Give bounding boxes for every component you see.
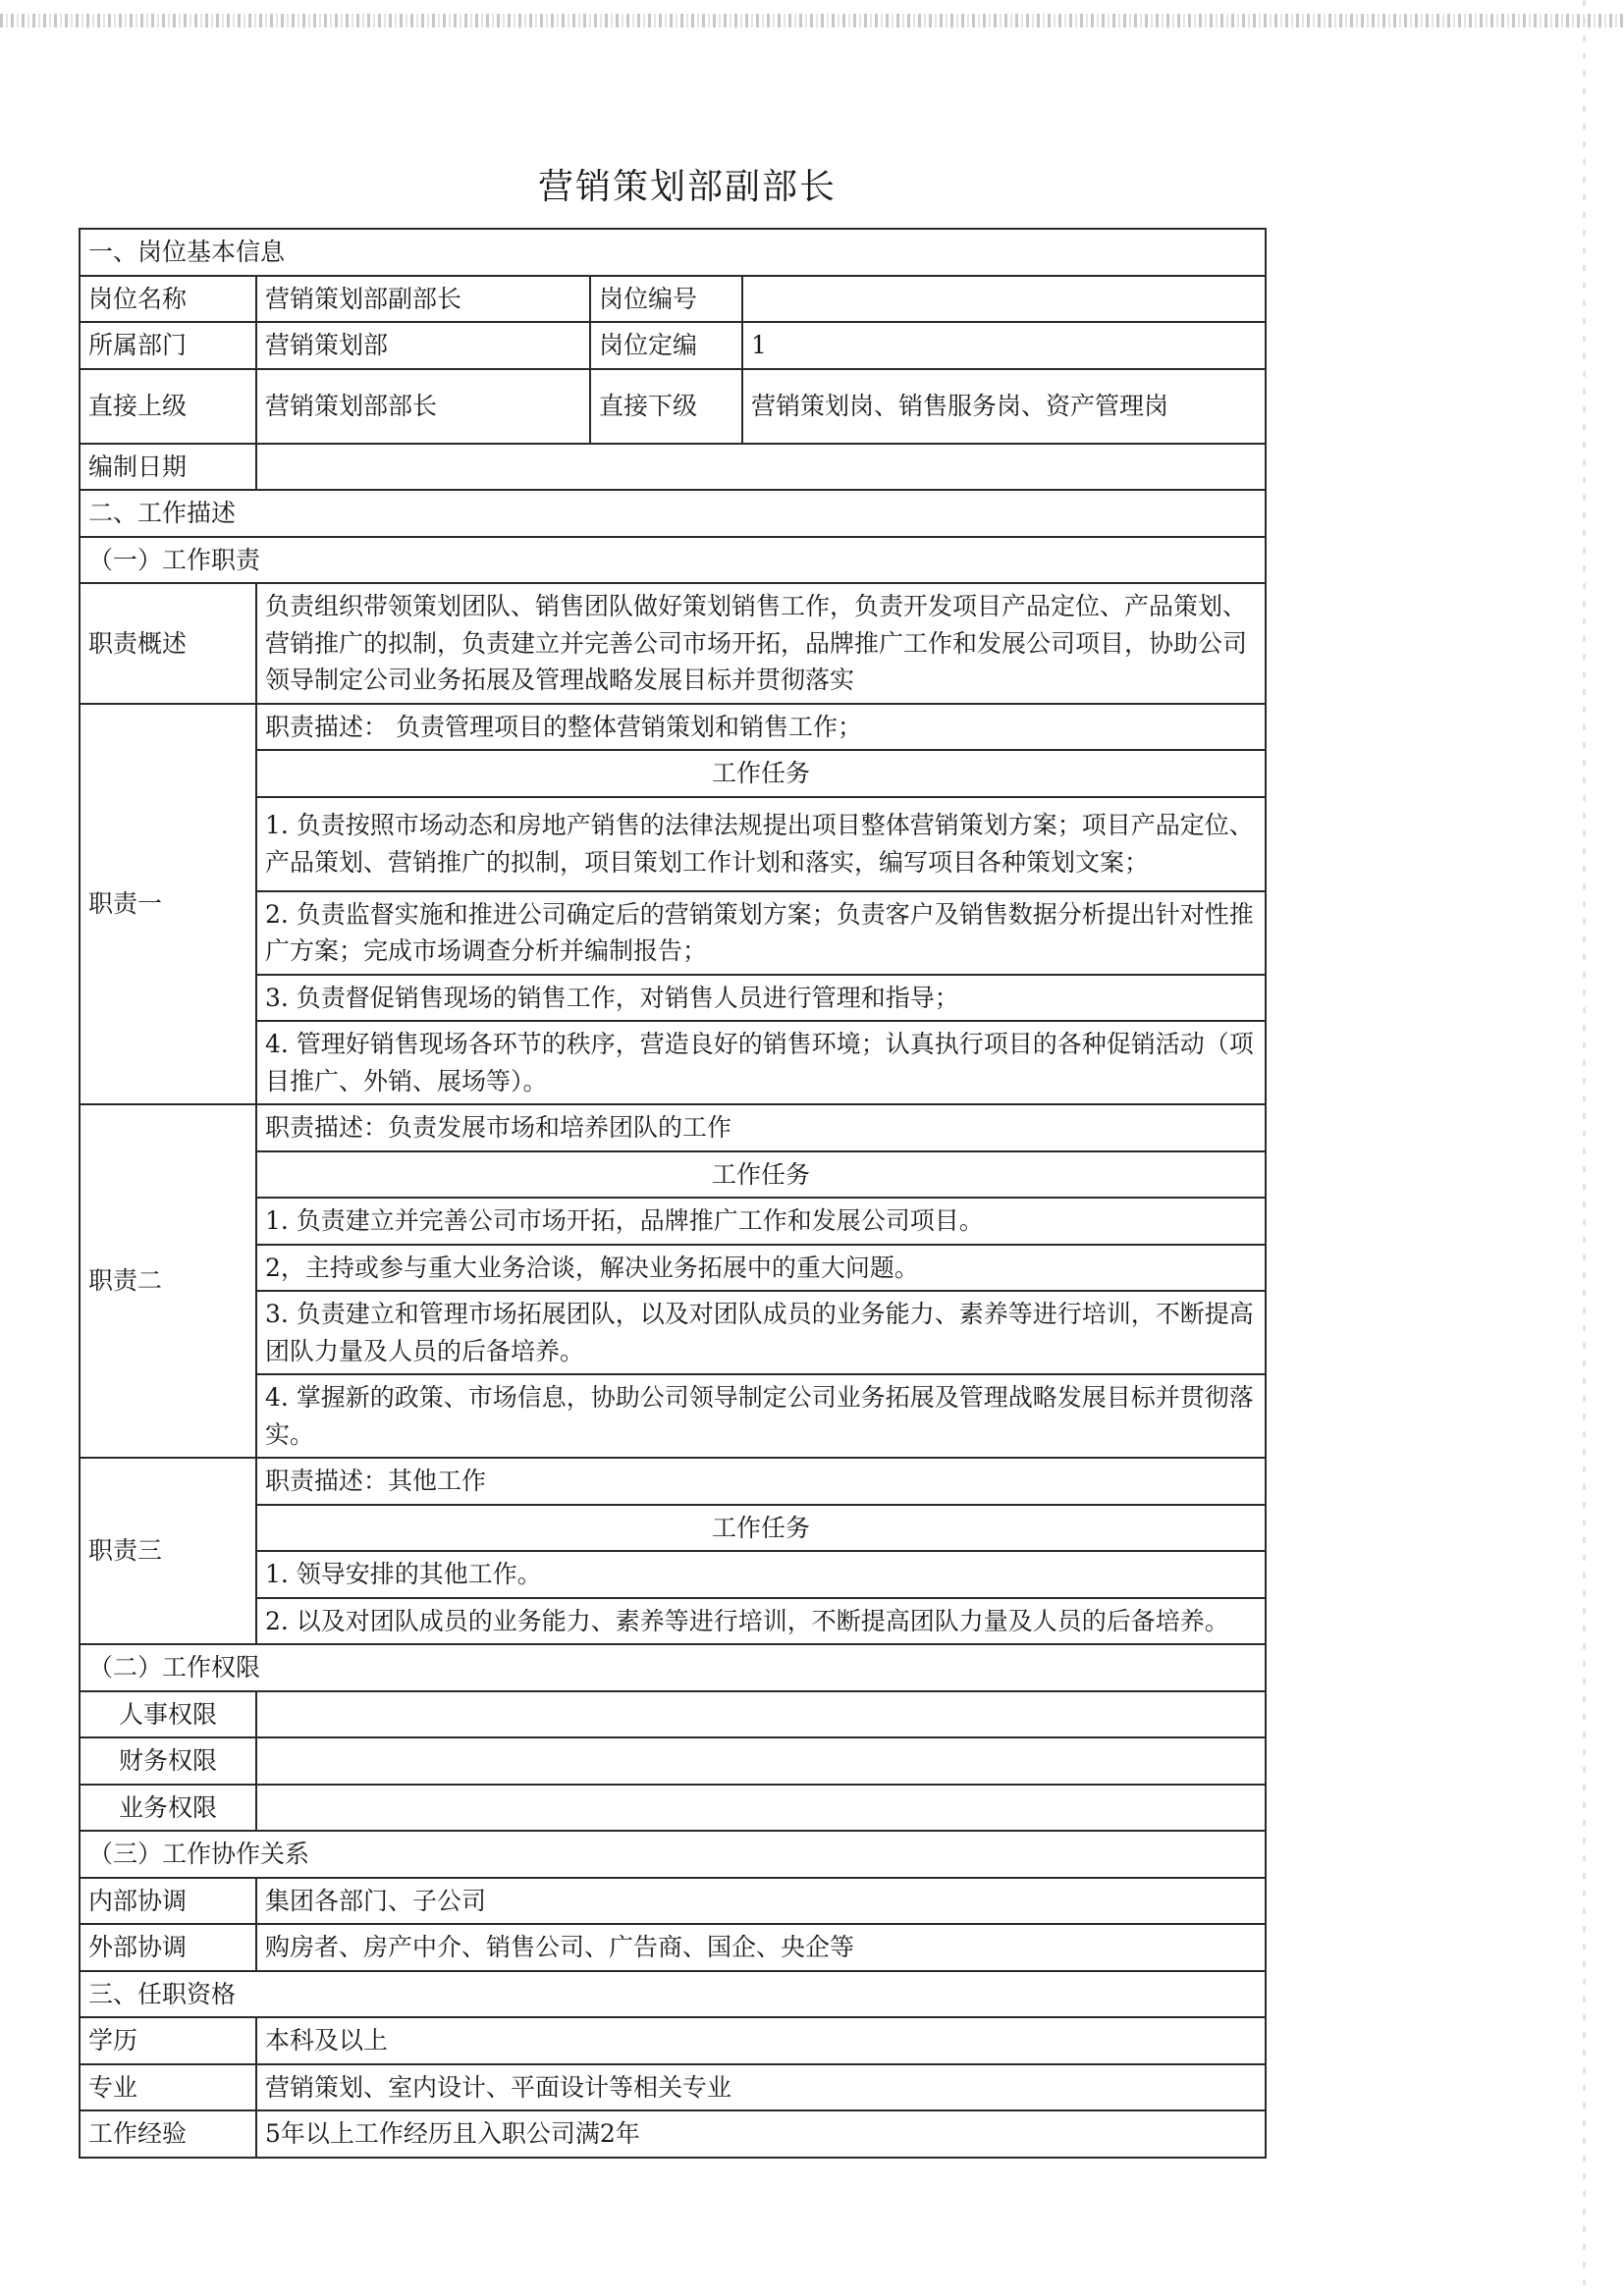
duty-label: 职责一 — [80, 704, 256, 1105]
authority-row — [80, 1737, 1266, 1785]
task-row — [80, 1198, 1266, 1245]
authority-row — [80, 1785, 1266, 1832]
field-label: 直接下级 — [590, 369, 742, 444]
field-value — [256, 1737, 1266, 1785]
task-item: 2，主持或参与重大业务洽谈，解决业务拓展中的重大问题。 — [256, 1245, 1266, 1292]
duty-desc: 职责描述： 负责管理项目的整体营销策划和销售工作； — [256, 704, 1266, 751]
task-header-row — [80, 1505, 1266, 1552]
field-label: 学历 — [80, 2017, 256, 2064]
task-row — [80, 1021, 1266, 1104]
field-label: 外部协调 — [80, 1924, 256, 1971]
subsection-row — [80, 1644, 1266, 1691]
task-row — [80, 1374, 1266, 1458]
field-value: 营销策划部副部长 — [256, 276, 590, 323]
page-title: 营销策划部副部长 — [537, 167, 837, 207]
subsection-row — [80, 1831, 1266, 1878]
subsection-heading: （二）工作权限 — [80, 1644, 1266, 1691]
section-basic-info-row — [80, 229, 1266, 276]
field-label: 岗位编号 — [590, 276, 742, 323]
summary-row — [80, 583, 1266, 704]
scan-noise-right — [1583, 0, 1586, 2296]
task-item: 3. 负责督促销售现场的销售工作，对销售人员进行管理和指导； — [256, 975, 1266, 1022]
duty-desc: 职责描述：负责发展市场和培养团队的工作 — [256, 1104, 1266, 1151]
field-label: 编制日期 — [80, 444, 256, 491]
section-heading: 三、任职资格 — [80, 1971, 1266, 2018]
field-label: 专业 — [80, 2064, 256, 2111]
duty-desc: 职责描述：其他工作 — [256, 1458, 1266, 1505]
task-row — [80, 1291, 1266, 1374]
field-value: 购房者、房产中介、销售公司、广告商、国企、央企等 — [256, 1924, 1266, 1971]
qualification-row — [80, 2017, 1266, 2064]
field-value: 本科及以上 — [256, 2017, 1266, 2064]
task-item: 4. 管理好销售现场各环节的秩序，营造良好的销售环境；认真执行项目的各种促销活动（项目推广、外销、展场等）。 — [256, 1021, 1266, 1104]
field-label: 岗位定编 — [590, 322, 742, 369]
task-header: 工作任务 — [256, 1151, 1266, 1199]
field-value: 营销策划、室内设计、平面设计等相关专业 — [256, 2064, 1266, 2111]
section-work-desc-row — [80, 490, 1266, 537]
field-value — [256, 444, 1266, 491]
field-label: 职责概述 — [80, 583, 256, 704]
field-value: 集团各部门、子公司 — [256, 1878, 1266, 1925]
task-item: 2. 负责监督实施和推进公司确定后的营销策划方案；负责客户及销售数据分析提出针对性推广方案；完成市场调查分析并编制报告； — [256, 891, 1266, 975]
field-label: 人事权限 — [80, 1691, 256, 1738]
task-item: 1. 负责按照市场动态和房地产销售的法律法规提出项目整体营销策划方案；项目产品定位、产品策划、营销推广的拟制，项目策划工作计划和落实，编写项目各种策划文案； — [256, 797, 1266, 891]
scan-noise-top — [0, 14, 1624, 27]
duty-label: 职责三 — [80, 1458, 256, 1644]
field-label: 直接上级 — [80, 369, 256, 444]
field-value: 5年以上工作经历且入职公司满2年 — [256, 2110, 1266, 2158]
task-header-row — [80, 1151, 1266, 1199]
task-row — [80, 1551, 1266, 1598]
field-label: 内部协调 — [80, 1878, 256, 1925]
task-header-row — [80, 750, 1266, 797]
task-item: 3. 负责建立和管理市场拓展团队，以及对团队成员的业务能力、素养等进行培训，不断提高团队力量及人员的后备培养。 — [256, 1291, 1266, 1374]
field-value — [256, 1691, 1266, 1738]
task-header: 工作任务 — [256, 750, 1266, 797]
info-row — [80, 444, 1266, 491]
qualification-row — [80, 2110, 1266, 2158]
task-row — [80, 975, 1266, 1022]
task-header: 工作任务 — [256, 1505, 1266, 1552]
summary-text: 负责组织带领策划团队、销售团队做好策划销售工作，负责开发项目产品定位、产品策划、营销推广的拟制，负责建立并完善公司市场开拓，品牌推广工作和发展公司项目，协助公司领导制定公司业务拓展及管理战略发展目标并贯彻落实 — [256, 583, 1266, 704]
field-value: 营销策划部 — [256, 322, 590, 369]
section-qualification-row — [80, 1971, 1266, 2018]
task-item: 1. 负责建立并完善公司市场开拓，品牌推广工作和发展公司项目。 — [256, 1198, 1266, 1245]
duty-desc-row — [80, 1458, 1266, 1505]
authority-row — [80, 1691, 1266, 1738]
task-item: 2. 以及对团队成员的业务能力、素养等进行培训，不断提高团队力量及人员的后备培养。 — [256, 1598, 1266, 1645]
qualification-row — [80, 2064, 1266, 2111]
field-label: 业务权限 — [80, 1785, 256, 1832]
subsection-row — [80, 537, 1266, 584]
section-heading: 二、工作描述 — [80, 490, 1266, 537]
task-row — [80, 891, 1266, 975]
field-label: 所属部门 — [80, 322, 256, 369]
task-row — [80, 797, 1266, 891]
field-value: 1 — [742, 322, 1266, 369]
task-row — [80, 1245, 1266, 1292]
info-row — [80, 322, 1266, 369]
subsection-heading: （一）工作职责 — [80, 537, 1266, 584]
field-value — [256, 1785, 1266, 1832]
field-label: 工作经验 — [80, 2110, 256, 2158]
field-value: 营销策划岗、销售服务岗、资产管理岗 — [742, 369, 1266, 444]
field-label: 财务权限 — [80, 1737, 256, 1785]
info-row — [80, 276, 1266, 323]
cooperation-row — [80, 1878, 1266, 1925]
duty-label: 职责二 — [80, 1104, 256, 1458]
section-heading: 一、岗位基本信息 — [80, 229, 1266, 276]
duty-desc-row — [80, 704, 1266, 751]
field-value — [742, 276, 1266, 323]
info-row — [80, 369, 1266, 444]
field-value: 营销策划部部长 — [256, 369, 590, 444]
task-item: 1. 领导安排的其他工作。 — [256, 1551, 1266, 1598]
duty-desc-row — [80, 1104, 1266, 1151]
cooperation-row — [80, 1924, 1266, 1971]
job-description-table — [79, 228, 1267, 2159]
field-label: 岗位名称 — [80, 276, 256, 323]
task-row — [80, 1598, 1266, 1645]
task-item: 4. 掌握新的政策、市场信息，协助公司领导制定公司业务拓展及管理战略发展目标并贯彻落实。 — [256, 1374, 1266, 1458]
subsection-heading: （三）工作协作关系 — [80, 1831, 1266, 1878]
